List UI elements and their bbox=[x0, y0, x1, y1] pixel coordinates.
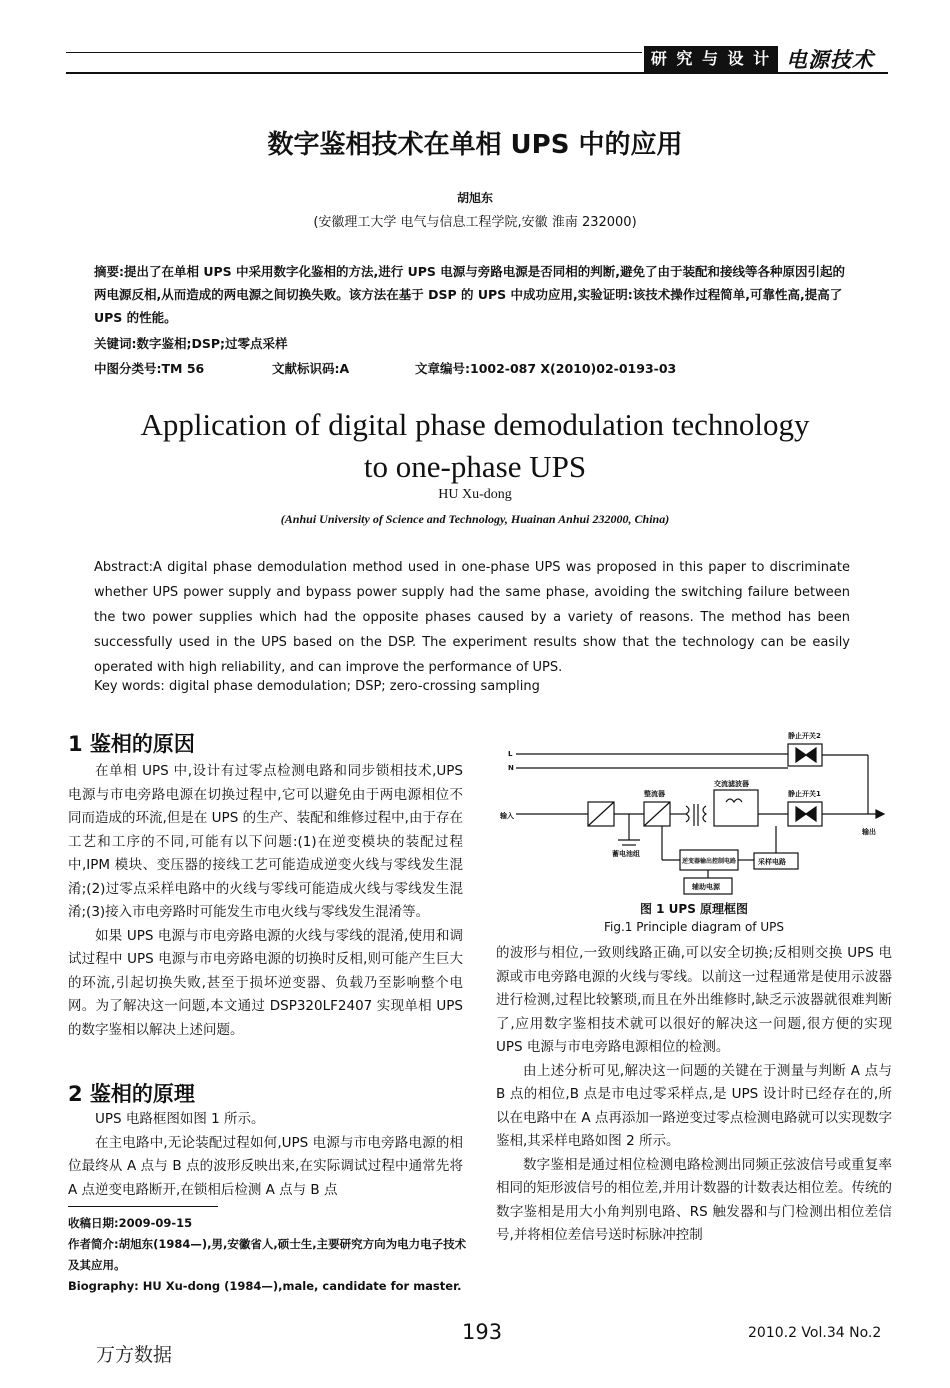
section2-para2: 在主电路中,无论装配过程如何,UPS 电源与市电旁路电源的相位最终从 A 点与 B 点的波形反映出来,在实际调试过程中通常先将 A 点逆变电路断开,在锁相后检测 A 点与 B 点 bbox=[68, 1134, 463, 1198]
right-para3: 数字鉴相是通过相位检测电路检测出同频正弦波信号或重复率相同的矩形波信号的相位差,并用计数器的计数表达相位差。传统的数字鉴相是用大小角判别电路、RS 触发器和与门检测出相位差信号,并将相位差信号送时标脉冲控制 bbox=[496, 1156, 892, 1243]
figure-caption-cn: 图 1 UPS 原理框图 bbox=[639, 902, 749, 916]
abstract-cn: 摘要:提出了在单相 UPS 中采用数字化鉴相的方法,进行 UPS 电源与旁路电源是否同相的判断,避免了由于装配和接线等各种原因引起的两电源反相,从而造成的两电源之间切换失败。该方法在基于 DSP 的 UPS 中成功应用,实验证明:该技术操作过程简单,可靠性高,提高了 UPS 的性能。 bbox=[94, 264, 846, 325]
label-input: 输入 bbox=[500, 812, 514, 820]
thyristor2-a bbox=[796, 748, 806, 762]
figure-ups-diagram bbox=[496, 722, 892, 898]
section2-heading: 2 鉴相的原理 bbox=[68, 1082, 195, 1106]
label-static-switch2: 静止开关2 bbox=[788, 732, 821, 740]
title-cn: 数字鉴相技术在单相 UPS 中的应用 bbox=[267, 130, 683, 160]
keywords-en: Key words: digital phase demodulation; DSP; zero-crossing sampling bbox=[94, 679, 540, 694]
header-rule-thin bbox=[66, 52, 642, 53]
footnote-bio-cn: 作者简介:胡旭东(1984—),男,安徽省人,硕士生,主要研究方向为电力电子技术及其应用。 bbox=[68, 1237, 467, 1272]
title-en-text: Application of digital phase demodulation technology to one-phase UPS bbox=[140, 407, 810, 484]
affiliation-cn: (安徽理工大学 电气与信息工程学院,安徽 淮南 232000) bbox=[313, 215, 637, 230]
affiliation-en: (Anhui University of Science and Technology, Huainan Anhui 232000, China) bbox=[280, 512, 670, 526]
label-N: N bbox=[508, 764, 514, 772]
footnote bbox=[68, 1213, 468, 1297]
footnote-bio-en: Biography: HU Xu-dong (1984—),male, candidate for master. bbox=[68, 1279, 462, 1293]
label-auxiliary: 辅助电源 bbox=[692, 883, 720, 891]
section-label: 研 究 与 设 计 bbox=[644, 46, 778, 72]
label-static-switch1: 静止开关1 bbox=[788, 790, 821, 798]
header-rule-thick bbox=[66, 72, 888, 74]
right-column-body bbox=[496, 942, 892, 1248]
transformer-coil bbox=[686, 806, 689, 822]
label-L: L bbox=[508, 750, 513, 758]
page-number: 193 bbox=[462, 1320, 503, 1344]
right-para2: 由上述分析可见,解决这一问题的关键在于测量与判断 A 点与 B 点的相位,B 点是市电过零采样点,是 UPS 设计时已经存在的,所以在电路中在 A 点再添加一路逆变过零点检测电路就可以实现数字鉴相,其采样电路如图 2 所示。 bbox=[496, 1062, 892, 1149]
author-cn: 胡旭东 bbox=[456, 191, 493, 205]
right-para1: 的波形与相位,一致则线路正确,可以安全切换;反相则交换 UPS 电源或市电旁路电源的火线与零线。以前这一过程通常是使用示波器进行检测,过程比较繁琐,而且在外出维修时,缺乏示波器就很难判断了,应用数字鉴相技术就可以很好的解决这一问题,很方便的实现 UPS 电源与市电旁路电源相位的检测。 bbox=[496, 945, 892, 1055]
section1-body bbox=[68, 760, 463, 1042]
label-sampling: 采样电路 bbox=[758, 858, 786, 866]
title-en bbox=[0, 404, 950, 488]
volume-info: 2010.2 Vol.34 No.2 bbox=[748, 1325, 882, 1341]
label-inverter-control: 逆变器输出控制电路 bbox=[682, 858, 737, 865]
doc-code: 文献标识码:A bbox=[272, 361, 350, 376]
section2-para1: UPS 电路框图如图 1 所示。 bbox=[95, 1111, 265, 1127]
ac-filter-box bbox=[714, 790, 758, 826]
clc-number: 中图分类号:TM 56 bbox=[94, 361, 205, 376]
journal-name: 电源技术 bbox=[786, 48, 874, 72]
section2-body bbox=[68, 1108, 463, 1202]
section1-para2: 如果 UPS 电源与市电旁路电源的火线与零线的混淆,使用和调试过程中 UPS 电源与市电旁路电源的切换时反相,则可能产生巨大的环流,引起切换失败,甚至于损坏逆变器、负载乃至影响整个电网。为了解决这一问题,本文通过 DSP320LF2407 实现单相 UPS 的数字鉴相以解决上述问题。 bbox=[68, 927, 463, 1038]
abstract-en: Abstract:A digital phase demodulation method used in one-phase UPS was proposed in this paper to discriminate whether UPS power supply and bypass power supply had the same phase, avoiding the switching failure between the two power supplies which had the opposite phases caused by a variety of reasons. The method has been successfully used in the UPS based on the DSP. The experiment results show that the technology can be easily operated with high reliability, and can improve the performance of UPS. bbox=[94, 560, 850, 675]
label-rectifier: 整流器 bbox=[644, 790, 665, 798]
label-battery: 蓄电池组 bbox=[612, 850, 640, 858]
watermark: 万方数据 bbox=[96, 1344, 173, 1366]
thyristor2-b bbox=[806, 748, 816, 762]
author-en: HU Xu-dong bbox=[438, 487, 512, 502]
footnote-rule bbox=[68, 1206, 218, 1207]
article-number: 文章编号:1002-087 X(2010)02-0193-03 bbox=[415, 361, 677, 376]
keywords-cn: 关键词:数字鉴相;DSP;过零点采样 bbox=[94, 336, 288, 351]
label-output: 输出 bbox=[862, 828, 876, 836]
section1-heading: 1 鉴相的原因 bbox=[68, 732, 195, 756]
figure-caption-en: Fig.1 Principle diagram of UPS bbox=[604, 920, 784, 934]
label-ac-filter: 交流滤波器 bbox=[714, 780, 749, 788]
section1-para1: 在单相 UPS 中,设计有过零点检测电路和同步锁相技术,UPS 电源与市电旁路电源在切换过程中,它可以避免由于两电源相位不同而造成的环流,但是在 UPS 的生产、装配和维修过程中,由于存在工艺和工序的不同,可能有以下问题:(1)在逆变模块的装配过程中,IPM 模块、变压器的接线工艺可能造成逆变火线与零线发生混淆;(2)过零点采样电路中的火线与零线可能造成火线与零线发生混淆;(3)接入市电旁路时可能发生市电火线与零线发生混淆等。 bbox=[68, 763, 463, 920]
footnote-received: 收稿日期:2009-09-15 bbox=[68, 1216, 193, 1230]
